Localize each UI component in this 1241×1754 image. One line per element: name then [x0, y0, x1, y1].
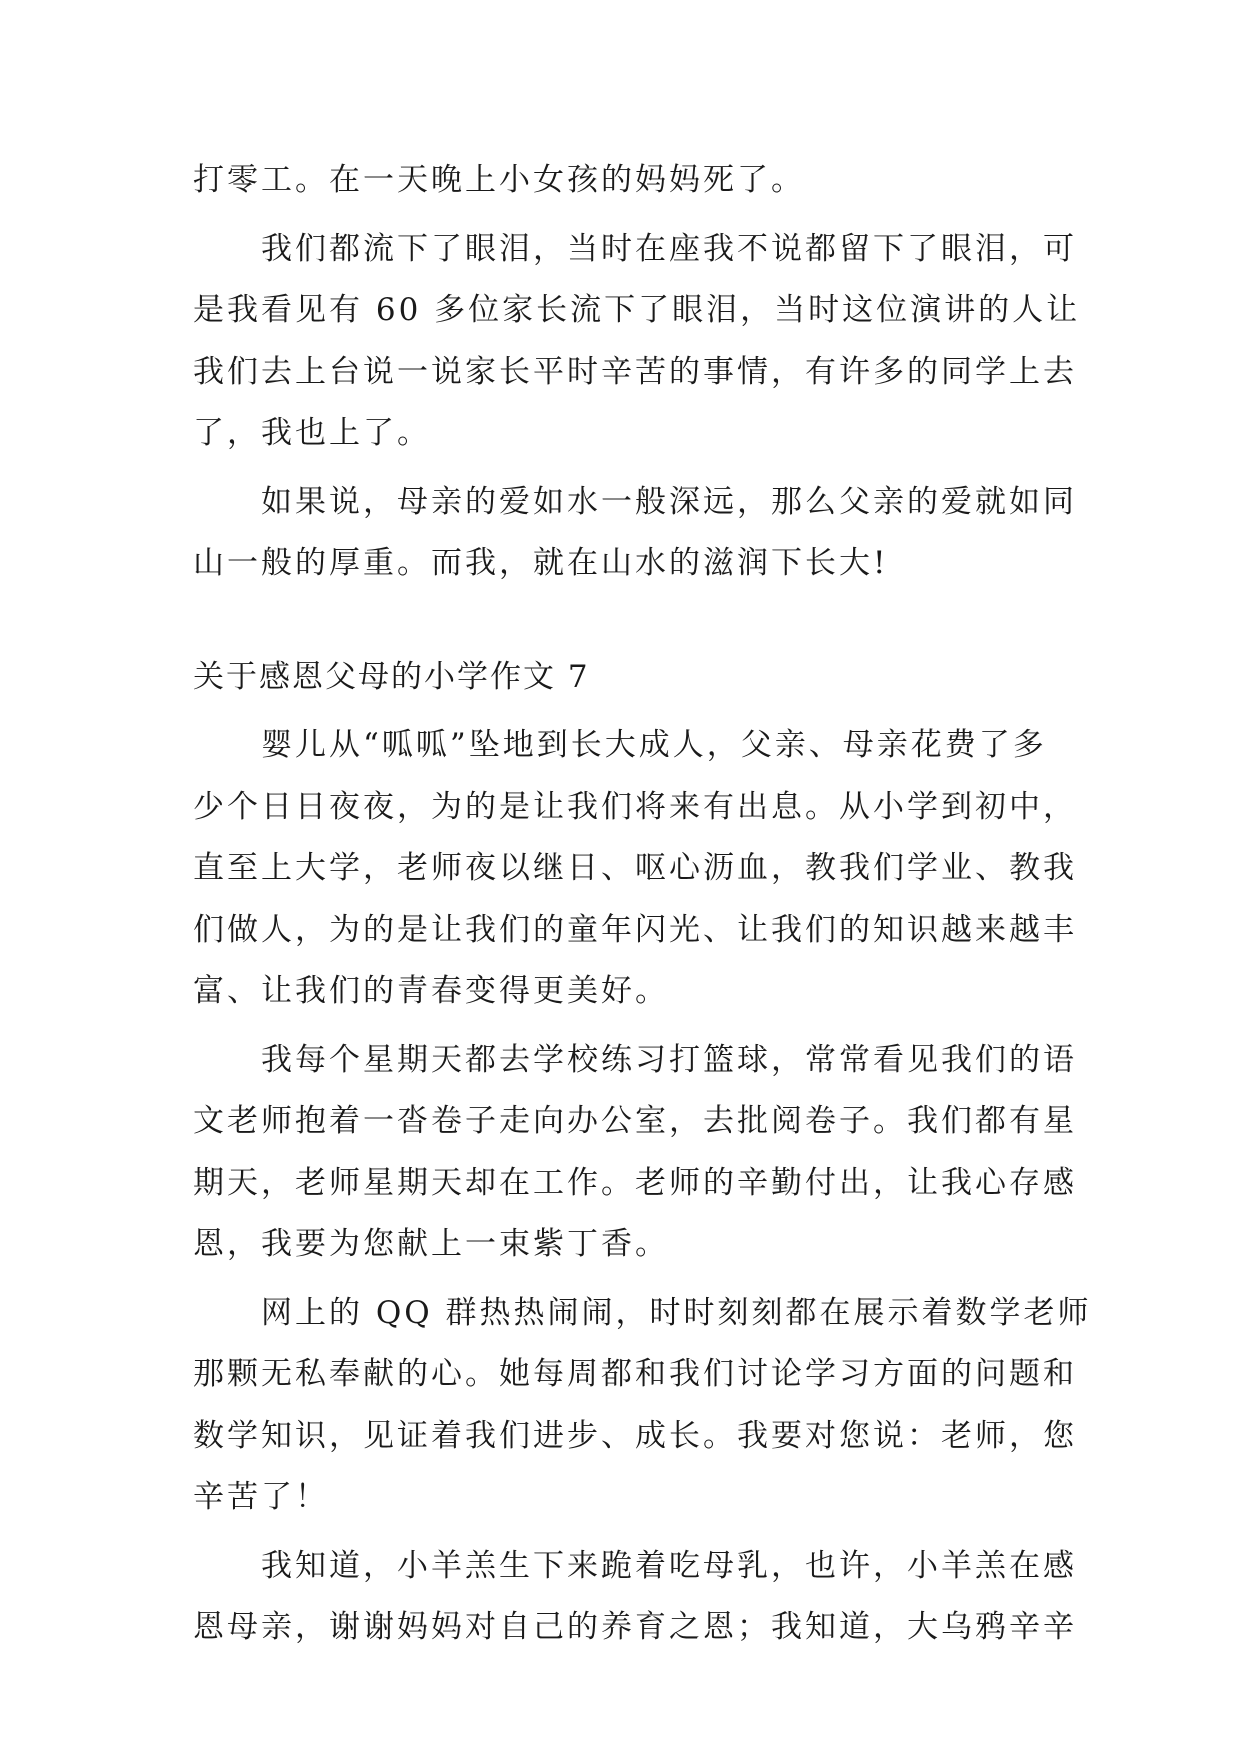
text-line: 文老师抱着一沓卷子走向办公室，去批阅卷子。我们都有星	[193, 1103, 1077, 1139]
text-line: 婴儿从“呱呱”坠地到长大成人，父亲、母亲花费了多	[261, 727, 1047, 763]
paragraph	[193, 1030, 1077, 1276]
text-line: 辛苦了！	[193, 1479, 329, 1515]
text-line: 如果说，母亲的爱如水一般深远，那么父亲的爱就如同	[261, 483, 1077, 520]
paragraph	[193, 1283, 1092, 1529]
text-line: 是我看见有 60 多位家长流下了眼泪，当时这位演讲的人让	[193, 292, 1081, 328]
text-line: 数学知识，见证着我们进步、成长。我要对您说：老师，您	[193, 1417, 1077, 1454]
text-line: 恩，我要为您献上一束紫丁香。	[193, 1226, 669, 1262]
paragraph	[193, 1536, 1077, 1659]
text-line: 网上的 QQ 群热热闹闹，时时刻刻都在展示着数学老师	[261, 1294, 1092, 1331]
text-line: 我们都流下了眼泪，当时在座我不说都留下了眼泪，可	[261, 230, 1077, 267]
text-line: 少个日日夜夜，为的是让我们将来有出息。从小学到初中，	[193, 788, 1077, 825]
paragraph	[193, 472, 1077, 595]
text-line: 了，我也上了。	[193, 415, 431, 451]
text-line: 期天，老师星期天却在工作。老师的辛勤付出，让我心存感	[193, 1164, 1077, 1201]
text-line: 们做人，为的是让我们的童年闪光、让我们的知识越来越丰	[193, 911, 1077, 948]
section-heading: 关于感恩父母的小学作文 7	[193, 658, 590, 695]
text-line: 那颗无私奉献的心。她每周都和我们讨论学习方面的问题和	[193, 1356, 1077, 1392]
text-line: 我们去上台说一说家长平时辛苦的事情，有许多的同学上去	[193, 353, 1077, 390]
text-line: 富、让我们的青春变得更美好。	[193, 973, 669, 1009]
text-line: 我每个星期天都去学校练习打篮球，常常看见我们的语	[261, 1041, 1077, 1078]
text-line: 打零工。在一天晚上小女孩的妈妈死了。	[193, 162, 805, 198]
paragraph	[193, 150, 1063, 212]
paragraph	[193, 219, 1081, 465]
document-body	[193, 150, 1092, 1666]
text-line: 山一般的厚重。而我，就在山水的滋润下长大!	[193, 545, 889, 581]
text-line: 我知道，小羊羔生下来跪着吃母乳，也许，小羊羔在感	[261, 1547, 1077, 1584]
text-line: 直至上大学，老师夜以继日、呕心沥血，教我们学业、教我	[193, 850, 1077, 886]
paragraph	[193, 715, 1077, 1023]
text-line: 恩母亲，谢谢妈妈对自己的养育之恩；我知道，大乌鸦辛辛	[193, 1609, 1077, 1645]
